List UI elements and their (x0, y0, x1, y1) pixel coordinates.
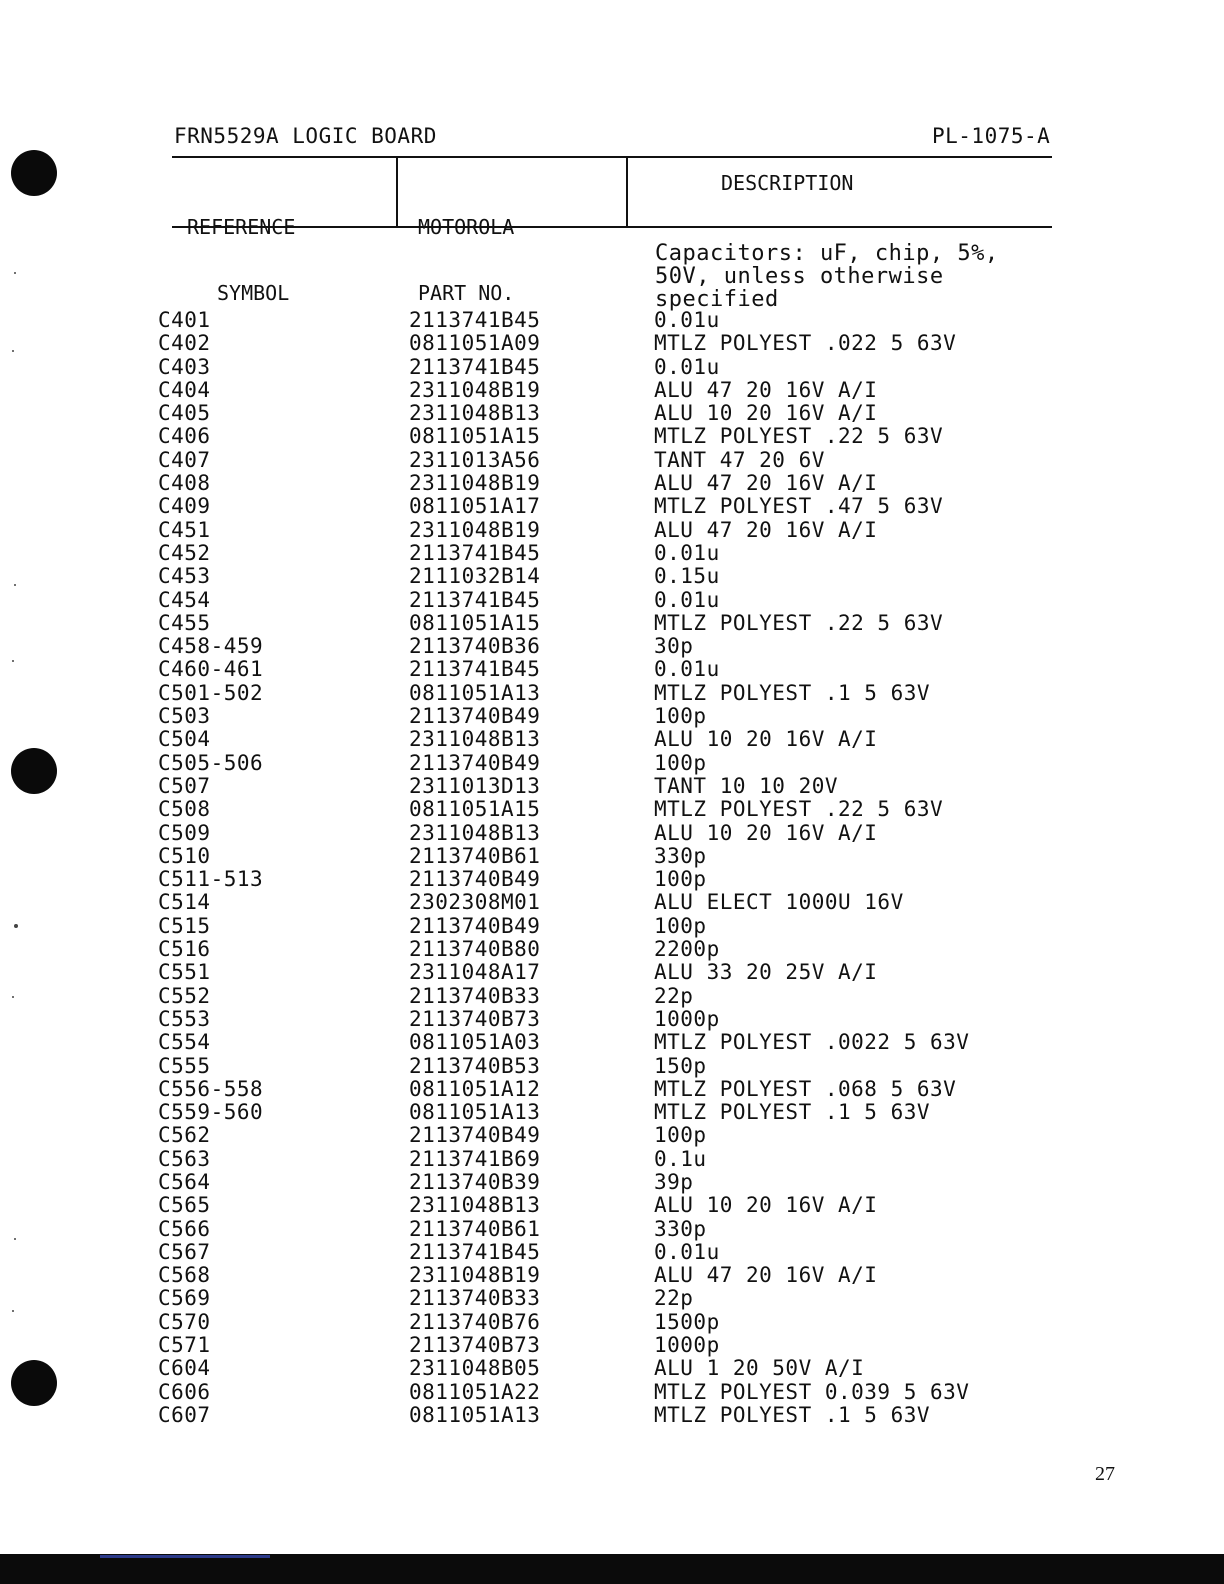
part-number: 2311048B19 (409, 471, 541, 496)
part-number: 2113740B73 (409, 1006, 541, 1031)
reference-symbol: C565 (158, 1193, 211, 1218)
part-description: 1000p (654, 1333, 720, 1358)
part-number: 2113740B76 (409, 1309, 541, 1334)
table-row (158, 728, 1058, 751)
part-number: 2113740B33 (409, 983, 541, 1008)
table-row (158, 961, 1058, 984)
reference-symbol: C405 (158, 401, 211, 426)
part-description: 0.1u (654, 1146, 707, 1171)
table-row (158, 565, 1058, 588)
table-row (158, 752, 1058, 775)
part-description: 0.01u (654, 308, 720, 332)
part-description: MTLZ POLYEST .1 5 63V (654, 1402, 931, 1427)
part-description: ALU 47 20 16V A/I (654, 517, 878, 542)
part-number: 2311013D13 (409, 773, 541, 798)
column-header-reference-line1: REFERENCE (187, 215, 296, 239)
column-divider-left (396, 156, 398, 227)
column-header-description: DESCRIPTION (721, 171, 854, 195)
part-description: TANT 10 10 20V (654, 773, 839, 798)
column-divider-right (626, 156, 628, 227)
scan-speck (14, 924, 18, 928)
table-row (158, 682, 1058, 705)
reference-symbol: C566 (158, 1216, 211, 1241)
table-row (158, 1334, 1058, 1357)
table-row (158, 449, 1058, 472)
description-note (655, 242, 1055, 311)
table-row (158, 1171, 1058, 1194)
part-description: 100p (654, 1123, 707, 1148)
column-header-part (418, 172, 514, 326)
reference-symbol: C453 (158, 564, 211, 589)
part-number: 2113741B69 (409, 1146, 541, 1171)
part-description: 0.01u (654, 657, 720, 682)
table-row (158, 1078, 1058, 1101)
part-number: 2113740B39 (409, 1169, 541, 1194)
table-row (158, 542, 1058, 565)
part-description: MTLZ POLYEST .022 5 63V (654, 331, 957, 356)
document-code: PL-1075-A (932, 124, 1051, 148)
part-number: 2113740B80 (409, 937, 541, 962)
part-description: ALU 33 20 25V A/I (654, 960, 878, 985)
table-row (158, 356, 1058, 379)
part-number: 2113740B53 (409, 1053, 541, 1078)
column-header-reference (187, 172, 295, 326)
reference-symbol: C606 (158, 1379, 211, 1404)
table-row (158, 1124, 1058, 1147)
table-row (158, 1357, 1058, 1380)
part-description: 2200p (654, 937, 720, 962)
part-description: ALU 10 20 16V A/I (654, 727, 878, 752)
part-description: 100p (654, 704, 707, 729)
reference-symbol: C403 (158, 354, 211, 379)
reference-symbol: C454 (158, 587, 211, 612)
scan-bottom-edge (0, 1554, 1224, 1584)
part-description: ALU 10 20 16V A/I (654, 401, 878, 426)
part-number: 2113740B49 (409, 750, 541, 775)
part-number: 2311048B05 (409, 1356, 541, 1381)
part-number: 2113740B33 (409, 1286, 541, 1311)
table-row (158, 985, 1058, 1008)
table-row (158, 589, 1058, 612)
reference-symbol: C408 (158, 471, 211, 496)
table-row (158, 425, 1058, 448)
part-description: 22p (654, 1286, 694, 1311)
table-row (158, 658, 1058, 681)
table-row (158, 1031, 1058, 1054)
reference-symbol: C402 (158, 331, 211, 356)
part-number: 2113741B45 (409, 1239, 541, 1264)
table-row (158, 1218, 1058, 1241)
table-row (158, 868, 1058, 891)
reference-symbol: C553 (158, 1006, 211, 1031)
description-note-line: 50V, unless otherwise (655, 264, 944, 289)
table-row (158, 845, 1058, 868)
table-row (158, 1194, 1058, 1217)
table-row (158, 402, 1058, 425)
reference-symbol: C401 (158, 308, 211, 332)
part-description: MTLZ POLYEST .0022 5 63V (654, 1030, 970, 1055)
part-description: ALU 1 20 50V A/I (654, 1356, 865, 1381)
part-description: ALU ELECT 1000U 16V (654, 890, 904, 915)
table-row (158, 1287, 1058, 1310)
part-number: 2113741B45 (409, 657, 541, 682)
reference-symbol: C570 (158, 1309, 211, 1334)
part-description: MTLZ POLYEST .22 5 63V (654, 610, 944, 635)
reference-symbol: C503 (158, 704, 211, 729)
part-description: ALU 47 20 16V A/I (654, 471, 878, 496)
part-number: 2113741B45 (409, 587, 541, 612)
table-row (158, 775, 1058, 798)
part-number: 2113740B61 (409, 843, 541, 868)
punch-hole-middle (11, 748, 57, 794)
part-number: 2311048B19 (409, 517, 541, 542)
part-number: 2311048B13 (409, 1193, 541, 1218)
part-number: 0811051A13 (409, 1100, 541, 1125)
reference-symbol: C607 (158, 1402, 211, 1427)
part-number: 2113740B49 (409, 704, 541, 729)
reference-symbol: C552 (158, 983, 211, 1008)
part-number: 2311048B13 (409, 401, 541, 426)
part-number: 2113740B49 (409, 867, 541, 892)
scan-speck (12, 1310, 14, 1312)
part-description: MTLZ POLYEST .068 5 63V (654, 1076, 957, 1101)
table-row (158, 379, 1058, 402)
table-row (158, 1101, 1058, 1124)
reference-symbol: C556-558 (158, 1076, 264, 1101)
part-number: 2113740B36 (409, 634, 541, 659)
part-description: ALU 10 20 16V A/I (654, 820, 878, 845)
part-description: 330p (654, 1216, 707, 1241)
reference-symbol: C406 (158, 424, 211, 449)
scan-speck (14, 584, 16, 586)
reference-symbol: C564 (158, 1169, 211, 1194)
scan-speck (12, 350, 14, 352)
part-description: 39p (654, 1169, 694, 1194)
punch-hole-bottom (11, 1360, 57, 1406)
reference-symbol: C507 (158, 773, 211, 798)
table-row (158, 1404, 1058, 1427)
part-description: MTLZ POLYEST .1 5 63V (654, 1100, 931, 1125)
part-description: 0.01u (654, 587, 720, 612)
scan-speck (14, 1238, 16, 1240)
reference-symbol: C509 (158, 820, 211, 845)
part-description: MTLZ POLYEST .1 5 63V (654, 680, 931, 705)
part-number: 2113740B61 (409, 1216, 541, 1241)
part-number: 0811051A15 (409, 797, 541, 822)
part-number: 2311048B13 (409, 727, 541, 752)
part-number: 0811051A22 (409, 1379, 541, 1404)
part-description: MTLZ POLYEST .22 5 63V (654, 797, 944, 822)
part-number: 0811051A09 (409, 331, 541, 356)
reference-symbol: C404 (158, 377, 211, 402)
reference-symbol: C511-513 (158, 867, 264, 892)
part-description: ALU 47 20 16V A/I (654, 1263, 878, 1288)
table-row (158, 822, 1058, 845)
reference-symbol: C452 (158, 540, 211, 565)
scan-speck (14, 272, 16, 274)
reference-symbol: C554 (158, 1030, 211, 1055)
part-number: 0811051A15 (409, 610, 541, 635)
reference-symbol: C451 (158, 517, 211, 542)
part-description: 1500p (654, 1309, 720, 1334)
page-number: 27 (1095, 1463, 1115, 1485)
table-row (158, 1264, 1058, 1287)
part-description: 0.01u (654, 540, 720, 565)
part-description: 330p (654, 843, 707, 868)
part-description: TANT 47 20 6V (654, 447, 825, 472)
reference-symbol: C563 (158, 1146, 211, 1171)
reference-symbol: C508 (158, 797, 211, 822)
table-row (158, 519, 1058, 542)
table-row (158, 1148, 1058, 1171)
scan-speck (12, 660, 14, 662)
part-description: MTLZ POLYEST .47 5 63V (654, 494, 944, 519)
reference-symbol: C516 (158, 937, 211, 962)
column-header-part-line1: MOTOROLA (418, 215, 515, 239)
table-row (158, 798, 1058, 821)
table-top-rule (172, 156, 1052, 158)
table-row (158, 309, 1058, 332)
reference-symbol: C460-461 (158, 657, 264, 682)
part-number: 0811051A03 (409, 1030, 541, 1055)
part-description: 100p (654, 750, 707, 775)
table-row (158, 891, 1058, 914)
punch-hole-top (11, 150, 57, 196)
reference-symbol: C455 (158, 610, 211, 635)
parts-list (158, 309, 1058, 1427)
table-header-bottom-rule (172, 226, 1052, 228)
table-row (158, 612, 1058, 635)
part-number: 2113740B49 (409, 913, 541, 938)
part-number: 0811051A13 (409, 1402, 541, 1427)
table-row (158, 332, 1058, 355)
document-title: FRN5529A LOGIC BOARD (174, 124, 437, 148)
part-description: 1000p (654, 1006, 720, 1031)
reference-symbol: C562 (158, 1123, 211, 1148)
part-description: 100p (654, 867, 707, 892)
reference-symbol: C604 (158, 1356, 211, 1381)
reference-symbol: C567 (158, 1239, 211, 1264)
part-number: 2311013A56 (409, 447, 541, 472)
part-number: 2113740B73 (409, 1333, 541, 1358)
table-row (158, 1008, 1058, 1031)
part-number: 2311048A17 (409, 960, 541, 985)
part-description: ALU 10 20 16V A/I (654, 1193, 878, 1218)
part-number: 0811051A12 (409, 1076, 541, 1101)
part-number: 2113741B45 (409, 354, 541, 379)
reference-symbol: C409 (158, 494, 211, 519)
table-row (158, 1241, 1058, 1264)
part-description: 0.01u (654, 354, 720, 379)
scan-speck (12, 996, 14, 998)
column-header-part-line2: PART NO. (418, 281, 515, 305)
reference-symbol: C559-560 (158, 1100, 264, 1125)
part-number: 0811051A17 (409, 494, 541, 519)
part-description: MTLZ POLYEST 0.039 5 63V (654, 1379, 970, 1404)
reference-symbol: C571 (158, 1333, 211, 1358)
reference-symbol: C514 (158, 890, 211, 915)
reference-symbol: C505-506 (158, 750, 264, 775)
part-number: 2113740B49 (409, 1123, 541, 1148)
description-note-line: specified (655, 287, 779, 312)
table-row (158, 1381, 1058, 1404)
reference-symbol: C501-502 (158, 680, 264, 705)
part-description: MTLZ POLYEST .22 5 63V (654, 424, 944, 449)
part-description: 150p (654, 1053, 707, 1078)
table-row (158, 915, 1058, 938)
reference-symbol: C555 (158, 1053, 211, 1078)
part-number: 0811051A13 (409, 680, 541, 705)
part-number: 2311048B13 (409, 820, 541, 845)
part-description: ALU 47 20 16V A/I (654, 377, 878, 402)
reference-symbol: C569 (158, 1286, 211, 1311)
description-note-line: Capacitors: uF, chip, 5%, (655, 241, 999, 266)
reference-symbol: C515 (158, 913, 211, 938)
part-description: 30p (654, 634, 694, 659)
part-number: 2311048B19 (409, 377, 541, 402)
reference-symbol: C551 (158, 960, 211, 985)
reference-symbol: C568 (158, 1263, 211, 1288)
table-row (158, 1311, 1058, 1334)
scan-edge-mark (100, 1555, 270, 1558)
reference-symbol: C510 (158, 843, 211, 868)
part-description: 100p (654, 913, 707, 938)
table-row (158, 635, 1058, 658)
part-description: 0.15u (654, 564, 720, 589)
reference-symbol: C458-459 (158, 634, 264, 659)
table-row (158, 938, 1058, 961)
table-row (158, 495, 1058, 518)
reference-symbol: C407 (158, 447, 211, 472)
part-number: 2113741B45 (409, 308, 541, 332)
table-row (158, 472, 1058, 495)
part-number: 2113741B45 (409, 540, 541, 565)
column-header-reference-line2: SYMBOL (217, 281, 290, 305)
part-number: 2302308M01 (409, 890, 541, 915)
reference-symbol: C504 (158, 727, 211, 752)
table-row (158, 705, 1058, 728)
part-number: 2311048B19 (409, 1263, 541, 1288)
part-description: 22p (654, 983, 694, 1008)
table-row (158, 1055, 1058, 1078)
part-description: 0.01u (654, 1239, 720, 1264)
part-number: 2111032B14 (409, 564, 541, 589)
part-number: 0811051A15 (409, 424, 541, 449)
